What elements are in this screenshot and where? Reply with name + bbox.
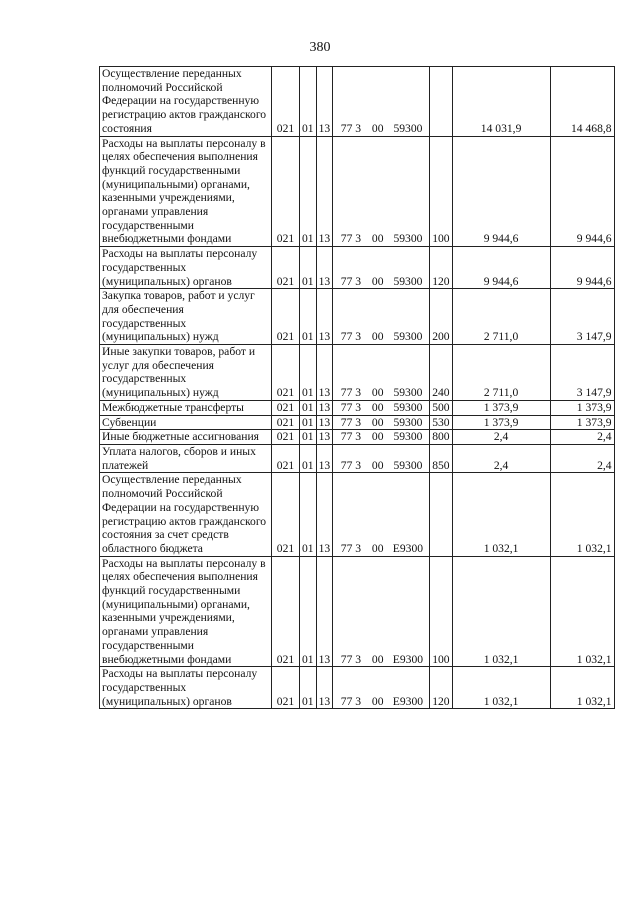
ministry-code: 021 [272,67,300,137]
subprogram-code: 00 [369,247,387,289]
sum-year-2: 2,4 [550,444,614,472]
sum-year-1: 9 944,6 [452,247,550,289]
sum-year-2: 9 944,6 [550,136,614,247]
expense-type-code: 530 [430,415,452,430]
ministry-code: 021 [272,473,300,556]
sum-year-2: 3 147,9 [550,289,614,345]
expense-type-code: 800 [430,430,452,445]
item-code: 59300 [387,247,430,289]
sum-year-1: 14 031,9 [452,67,550,137]
sum-year-1: 1 373,9 [452,400,550,415]
item-code: 59300 [387,430,430,445]
program-code: 77 3 [333,136,369,247]
subsection-code: 13 [316,444,333,472]
ministry-code: 021 [272,247,300,289]
section-code: 01 [300,444,317,472]
item-code: 59300 [387,67,430,137]
section-code: 01 [300,136,317,247]
row-name: Расходы на выплаты персоналу государственных (муниципальных) органов [100,667,272,709]
sum-year-2: 1 032,1 [550,556,614,667]
item-code: Е9300 [387,667,430,709]
item-code: 59300 [387,289,430,345]
subsection-code: 13 [316,67,333,137]
section-code: 01 [300,247,317,289]
subsection-code: 13 [316,289,333,345]
table-row [100,667,615,709]
program-code: 77 3 [333,556,369,667]
section-code: 01 [300,289,317,345]
ministry-code: 021 [272,136,300,247]
sum-year-1: 1 032,1 [452,473,550,556]
subprogram-code: 00 [369,667,387,709]
table-row [100,345,615,401]
row-name: Уплата налогов, сборов и иных платежей [100,444,272,472]
page-number: 380 [309,40,331,55]
item-code: Е9300 [387,473,430,556]
row-name: Осуществление переданных полномочий Российской Федерации на государственную регистрацию актов гражданского состояния за счет средств областного бюджета [100,473,272,556]
program-code: 77 3 [333,430,369,445]
row-name: Субвенции [100,415,272,430]
expense-type-code [430,473,452,556]
subsection-code: 13 [316,247,333,289]
item-code: 59300 [387,345,430,401]
table-row [100,473,615,556]
program-code: 77 3 [333,667,369,709]
program-code: 77 3 [333,400,369,415]
ministry-code: 021 [272,289,300,345]
expense-type-code: 120 [430,247,452,289]
expense-type-code: 100 [430,136,452,247]
table-row [100,136,615,247]
sum-year-1: 2 711,0 [452,289,550,345]
sum-year-2: 1 373,9 [550,400,614,415]
sum-year-2: 1 032,1 [550,667,614,709]
expense-type-code: 100 [430,556,452,667]
subprogram-code: 00 [369,556,387,667]
section-code: 01 [300,430,317,445]
item-code: 59300 [387,400,430,415]
expense-type-code: 500 [430,400,452,415]
program-code: 77 3 [333,415,369,430]
program-code: 77 3 [333,289,369,345]
subsection-code: 13 [316,473,333,556]
row-name: Расходы на выплаты персоналу государственных (муниципальных) органов [100,247,272,289]
ministry-code: 021 [272,667,300,709]
row-name: Межбюджетные трансферты [100,400,272,415]
ministry-code: 021 [272,400,300,415]
sum-year-2: 1 032,1 [550,473,614,556]
subprogram-code: 00 [369,289,387,345]
subsection-code: 13 [316,667,333,709]
section-code: 01 [300,400,317,415]
table-row [100,247,615,289]
subprogram-code: 00 [369,136,387,247]
program-code: 77 3 [333,473,369,556]
ministry-code: 021 [272,430,300,445]
table-row [100,289,615,345]
row-name: Иные закупки товаров, работ и услуг для обеспечения государственных (муниципальных) нужд [100,345,272,401]
subprogram-code: 00 [369,473,387,556]
table-row [100,415,615,430]
table-row [100,430,615,445]
subsection-code: 13 [316,345,333,401]
section-code: 01 [300,556,317,667]
section-code: 01 [300,473,317,556]
subprogram-code: 00 [369,415,387,430]
program-code: 77 3 [333,67,369,137]
sum-year-2: 3 147,9 [550,345,614,401]
ministry-code: 021 [272,415,300,430]
subprogram-code: 00 [369,444,387,472]
expense-type-code: 120 [430,667,452,709]
item-code: 59300 [387,136,430,247]
subsection-code: 13 [316,430,333,445]
expense-type-code: 200 [430,289,452,345]
subsection-code: 13 [316,415,333,430]
row-name: Расходы на выплаты персоналу в целях обеспечения выполнения функций государственными (муниципальными) органами, казенными учреждениями, органами управления государственными внебюджетными фондами [100,556,272,667]
table-row [100,400,615,415]
subprogram-code: 00 [369,430,387,445]
subprogram-code: 00 [369,400,387,415]
sum-year-2: 2,4 [550,430,614,445]
expense-type-code: 850 [430,444,452,472]
sum-year-2: 9 944,6 [550,247,614,289]
subprogram-code: 00 [369,67,387,137]
subprogram-code: 00 [369,345,387,401]
row-name: Иные бюджетные ассигнования [100,430,272,445]
row-name: Расходы на выплаты персоналу в целях обеспечения выполнения функций государственными (муниципальными) органами, казенными учреждениями, органами управления государственными внебюджетными фондами [100,136,272,247]
program-code: 77 3 [333,345,369,401]
item-code: 59300 [387,415,430,430]
section-code: 01 [300,67,317,137]
sum-year-2: 14 468,8 [550,67,614,137]
ministry-code: 021 [272,345,300,401]
section-code: 01 [300,345,317,401]
budget-table [99,66,615,709]
expense-type-code: 240 [430,345,452,401]
subsection-code: 13 [316,556,333,667]
sum-year-1: 2,4 [452,430,550,445]
sum-year-1: 2 711,0 [452,345,550,401]
sum-year-1: 2,4 [452,444,550,472]
program-code: 77 3 [333,247,369,289]
sum-year-1: 1 032,1 [452,556,550,667]
row-name: Закупка товаров, работ и услуг для обеспечения государственных (муниципальных) нужд [100,289,272,345]
sum-year-2: 1 373,9 [550,415,614,430]
section-code: 01 [300,667,317,709]
ministry-code: 021 [272,444,300,472]
table-row [100,67,615,137]
sum-year-1: 9 944,6 [452,136,550,247]
item-code: Е9300 [387,556,430,667]
row-name: Осуществление переданных полномочий Российской Федерации на государственную регистрацию актов гражданского состояния [100,67,272,137]
sum-year-1: 1 032,1 [452,667,550,709]
section-code: 01 [300,415,317,430]
table-row [100,556,615,667]
item-code: 59300 [387,444,430,472]
program-code: 77 3 [333,444,369,472]
expense-type-code [430,67,452,137]
ministry-code: 021 [272,556,300,667]
table-row [100,444,615,472]
subsection-code: 13 [316,136,333,247]
subsection-code: 13 [316,400,333,415]
sum-year-1: 1 373,9 [452,415,550,430]
